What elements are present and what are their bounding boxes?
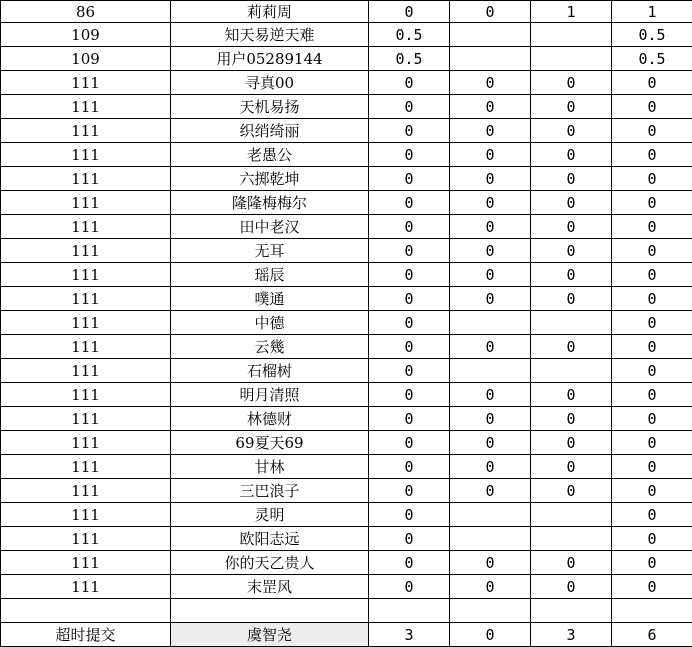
score-c-cell: 0 xyxy=(531,407,612,431)
score-b-cell: 0 xyxy=(450,551,531,575)
score-a-cell: 0 xyxy=(369,287,450,311)
score-c-cell: 0 xyxy=(531,167,612,191)
name-cell: 用户05289144 xyxy=(171,47,369,71)
total-cell: 0 xyxy=(612,335,692,359)
score-a-cell: 0 xyxy=(369,1,450,23)
table-row xyxy=(1,407,692,431)
name-cell: 石榴树 xyxy=(171,359,369,383)
score-b-cell xyxy=(450,23,531,47)
name-cell: 老愚公 xyxy=(171,143,369,167)
score-a-cell: 0 xyxy=(369,503,450,527)
score-c-cell: 3 xyxy=(531,623,612,647)
score-c-cell: 0 xyxy=(531,143,612,167)
score-c-cell: 0 xyxy=(531,455,612,479)
score-a-cell: 0.5 xyxy=(369,23,450,47)
name-cell: 瑶辰 xyxy=(171,263,369,287)
score-b-cell: 0 xyxy=(450,239,531,263)
table-row xyxy=(1,71,692,95)
total-cell: 0 xyxy=(612,71,692,95)
rank-cell: 111 xyxy=(1,503,171,527)
table-row xyxy=(1,191,692,215)
rank-cell: 111 xyxy=(1,407,171,431)
score-c-cell xyxy=(531,359,612,383)
name-cell: 无耳 xyxy=(171,239,369,263)
rank-cell: 109 xyxy=(1,47,171,71)
score-b-cell: 0 xyxy=(450,455,531,479)
table-row xyxy=(1,167,692,191)
total-cell: 0 xyxy=(612,575,692,599)
rank-cell: 111 xyxy=(1,311,171,335)
name-cell: 田中老汉 xyxy=(171,215,369,239)
table-row xyxy=(1,47,692,71)
table-row xyxy=(1,335,692,359)
total-cell: 0.5 xyxy=(612,23,692,47)
total-cell: 1 xyxy=(612,1,692,23)
score-c-cell: 0 xyxy=(531,551,612,575)
name-cell: 三巴浪子 xyxy=(171,479,369,503)
rank-cell: 111 xyxy=(1,551,171,575)
rank-cell xyxy=(1,599,171,623)
score-c-cell: 0 xyxy=(531,431,612,455)
rank-cell: 111 xyxy=(1,71,171,95)
total-cell: 0 xyxy=(612,287,692,311)
table-row xyxy=(1,95,692,119)
table-row xyxy=(1,359,692,383)
total-cell: 0 xyxy=(612,527,692,551)
score-b-cell xyxy=(450,599,531,623)
score-c-cell xyxy=(531,599,612,623)
score-c-cell: 0 xyxy=(531,263,612,287)
table-row xyxy=(1,263,692,287)
score-c-cell xyxy=(531,503,612,527)
rank-cell: 109 xyxy=(1,23,171,47)
table-row xyxy=(1,215,692,239)
score-c-cell: 0 xyxy=(531,215,612,239)
name-cell: 灵明 xyxy=(171,503,369,527)
table-row xyxy=(1,119,692,143)
name-cell: 明月清照 xyxy=(171,383,369,407)
score-c-cell: 0 xyxy=(531,479,612,503)
score-c-cell: 0 xyxy=(531,335,612,359)
rank-cell: 111 xyxy=(1,359,171,383)
score-c-cell: 0 xyxy=(531,95,612,119)
total-cell xyxy=(612,599,692,623)
rank-cell: 111 xyxy=(1,479,171,503)
score-c-cell: 1 xyxy=(531,1,612,23)
score-a-cell: 0.5 xyxy=(369,47,450,71)
score-c-cell xyxy=(531,311,612,335)
score-b-cell: 0 xyxy=(450,95,531,119)
rank-cell: 111 xyxy=(1,215,171,239)
rank-cell: 86 xyxy=(1,1,171,23)
score-b-cell: 0 xyxy=(450,191,531,215)
name-cell: 69夏天69 xyxy=(171,431,369,455)
name-cell: 寻真00 xyxy=(171,71,369,95)
score-c-cell xyxy=(531,527,612,551)
score-a-cell: 0 xyxy=(369,143,450,167)
score-c-cell xyxy=(531,47,612,71)
score-a-cell: 0 xyxy=(369,311,450,335)
rank-cell: 111 xyxy=(1,431,171,455)
rank-cell: 111 xyxy=(1,455,171,479)
score-table-body xyxy=(1,1,692,647)
name-cell: 末罡风 xyxy=(171,575,369,599)
score-a-cell: 0 xyxy=(369,551,450,575)
rank-cell: 超时提交 xyxy=(1,623,171,647)
table-row xyxy=(1,23,692,47)
table-row xyxy=(1,455,692,479)
total-cell: 0 xyxy=(612,407,692,431)
rank-cell: 111 xyxy=(1,167,171,191)
rank-cell: 111 xyxy=(1,335,171,359)
total-cell: 0 xyxy=(612,143,692,167)
total-cell: 0 xyxy=(612,119,692,143)
total-cell: 0 xyxy=(612,191,692,215)
score-a-cell: 0 xyxy=(369,215,450,239)
score-a-cell: 0 xyxy=(369,95,450,119)
score-b-cell: 0 xyxy=(450,431,531,455)
score-a-cell: 0 xyxy=(369,383,450,407)
total-cell: 0 xyxy=(612,311,692,335)
rank-cell: 111 xyxy=(1,119,171,143)
name-cell: 知天易逆天难 xyxy=(171,23,369,47)
score-c-cell: 0 xyxy=(531,119,612,143)
table-row xyxy=(1,551,692,575)
score-c-cell xyxy=(531,23,612,47)
score-b-cell: 0 xyxy=(450,623,531,647)
total-cell: 0 xyxy=(612,431,692,455)
total-cell: 0 xyxy=(612,167,692,191)
score-a-cell: 0 xyxy=(369,191,450,215)
score-a-cell: 0 xyxy=(369,335,450,359)
name-cell: 甘林 xyxy=(171,455,369,479)
table-row xyxy=(1,479,692,503)
score-b-cell: 0 xyxy=(450,335,531,359)
table-row xyxy=(1,599,692,623)
table-row xyxy=(1,383,692,407)
score-b-cell xyxy=(450,359,531,383)
total-cell: 0 xyxy=(612,215,692,239)
table-row xyxy=(1,527,692,551)
name-cell: 噗通 xyxy=(171,287,369,311)
score-b-cell: 0 xyxy=(450,263,531,287)
table-row xyxy=(1,239,692,263)
name-cell: 隆隆梅梅尔 xyxy=(171,191,369,215)
score-a-cell xyxy=(369,599,450,623)
score-c-cell: 0 xyxy=(531,287,612,311)
rank-cell: 111 xyxy=(1,575,171,599)
score-c-cell: 0 xyxy=(531,239,612,263)
rank-cell: 111 xyxy=(1,95,171,119)
score-a-cell: 0 xyxy=(369,575,450,599)
score-c-cell: 0 xyxy=(531,191,612,215)
score-a-cell: 3 xyxy=(369,623,450,647)
total-cell: 0 xyxy=(612,359,692,383)
total-cell: 0 xyxy=(612,551,692,575)
total-cell: 0 xyxy=(612,383,692,407)
score-c-cell: 0 xyxy=(531,71,612,95)
score-b-cell xyxy=(450,47,531,71)
score-b-cell: 0 xyxy=(450,71,531,95)
total-cell: 0 xyxy=(612,503,692,527)
table-row xyxy=(1,1,692,23)
name-cell: 你的天乙贵人 xyxy=(171,551,369,575)
score-b-cell xyxy=(450,503,531,527)
score-b-cell: 0 xyxy=(450,1,531,23)
score-b-cell: 0 xyxy=(450,215,531,239)
score-b-cell: 0 xyxy=(450,167,531,191)
score-b-cell: 0 xyxy=(450,143,531,167)
table-row xyxy=(1,503,692,527)
score-b-cell: 0 xyxy=(450,479,531,503)
name-cell: 中德 xyxy=(171,311,369,335)
score-a-cell: 0 xyxy=(369,239,450,263)
table-row xyxy=(1,143,692,167)
name-cell: 天机易扬 xyxy=(171,95,369,119)
rank-cell: 111 xyxy=(1,191,171,215)
rank-cell: 111 xyxy=(1,287,171,311)
score-a-cell: 0 xyxy=(369,263,450,287)
score-a-cell: 0 xyxy=(369,479,450,503)
score-b-cell xyxy=(450,527,531,551)
table-row xyxy=(1,431,692,455)
total-cell: 6 xyxy=(612,623,692,647)
score-b-cell: 0 xyxy=(450,119,531,143)
name-cell xyxy=(171,599,369,623)
rank-cell: 111 xyxy=(1,239,171,263)
rank-cell: 111 xyxy=(1,527,171,551)
table-row xyxy=(1,287,692,311)
name-cell: 织绡绮丽 xyxy=(171,119,369,143)
name-cell: 六掷乾坤 xyxy=(171,167,369,191)
score-a-cell: 0 xyxy=(369,71,450,95)
name-cell: 欧阳志远 xyxy=(171,527,369,551)
score-b-cell: 0 xyxy=(450,407,531,431)
score-a-cell: 0 xyxy=(369,167,450,191)
score-a-cell: 0 xyxy=(369,359,450,383)
table-row xyxy=(1,311,692,335)
score-a-cell: 0 xyxy=(369,431,450,455)
score-b-cell: 0 xyxy=(450,575,531,599)
total-cell: 0 xyxy=(612,263,692,287)
name-cell: 莉莉周 xyxy=(171,1,369,23)
name-cell: 云幾 xyxy=(171,335,369,359)
total-cell: 0 xyxy=(612,479,692,503)
rank-cell: 111 xyxy=(1,383,171,407)
rank-cell: 111 xyxy=(1,263,171,287)
table-row xyxy=(1,575,692,599)
name-cell: 林德财 xyxy=(171,407,369,431)
score-b-cell xyxy=(450,311,531,335)
score-c-cell: 0 xyxy=(531,575,612,599)
score-a-cell: 0 xyxy=(369,119,450,143)
total-cell: 0.5 xyxy=(612,47,692,71)
score-a-cell: 0 xyxy=(369,527,450,551)
total-cell: 0 xyxy=(612,239,692,263)
score-a-cell: 0 xyxy=(369,455,450,479)
rank-cell: 111 xyxy=(1,143,171,167)
total-cell: 0 xyxy=(612,95,692,119)
score-b-cell: 0 xyxy=(450,287,531,311)
score-a-cell: 0 xyxy=(369,407,450,431)
summary-row xyxy=(1,623,692,647)
score-c-cell: 0 xyxy=(531,383,612,407)
total-cell: 0 xyxy=(612,455,692,479)
score-b-cell: 0 xyxy=(450,383,531,407)
name-cell: 虞智尧 xyxy=(171,623,369,647)
